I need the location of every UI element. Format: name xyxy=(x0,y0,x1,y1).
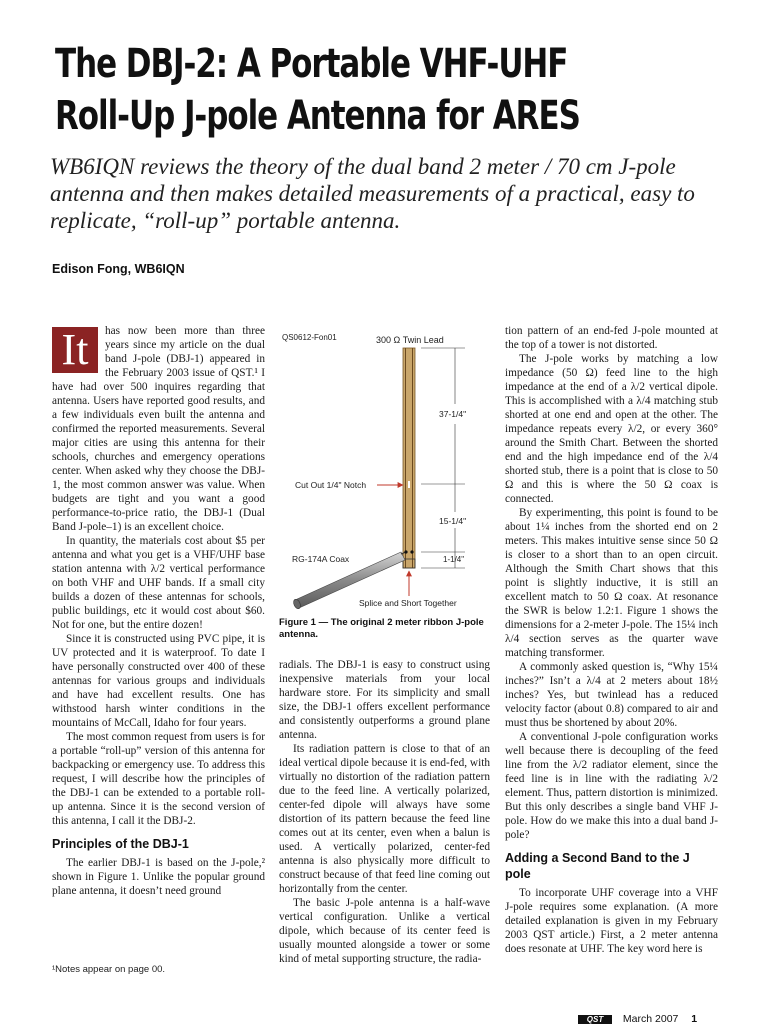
label-coax: RG-174A Coax xyxy=(292,554,350,564)
column-1 xyxy=(52,324,265,898)
column-3 xyxy=(505,324,718,956)
title-line-1: The DBJ-2: A Portable VHF-UHF xyxy=(55,41,568,87)
paragraph: The most common request from users is for a portable “roll-up” version of this antenna for backpacking or emergency use. To address this request, I will describe how the principles of the DBJ-1 can be extended to a portable roll-up antenna. Since it is the second version of this antenna, I call it the DBJ-2. xyxy=(52,731,265,827)
page-number: 1 xyxy=(691,1013,698,1025)
label-splice: Splice and Short Together xyxy=(359,598,457,608)
paragraph: radials. The DBJ-1 is easy to construct using inexpensive materials from your local hardware store. For its simplicity and small size, the DBJ-1 offers excellent performance and consistently outperforms a ground plane antenna. xyxy=(279,659,490,741)
issue-date: March 2007 xyxy=(622,1013,679,1025)
dim-1-1-4: 1-1/4" xyxy=(443,555,465,564)
paragraph: The basic J-pole antenna is a half-wave vertical configuration. Unlike a vertical dipole, which because of its center feed is usually mounted alongside a tower or some kind of metal supporting structure, the radia- xyxy=(279,897,490,965)
j-pole-diagram xyxy=(279,324,490,624)
dim-15: 15-1/4" xyxy=(439,516,467,526)
paragraph: The earlier DBJ-1 is based on the J-pole,² shown in Figure 1. Unlike the popular ground plane antenna, it doesn’t need ground xyxy=(52,857,265,897)
paragraph: has now been more than three years since my article on the dual band J-pole (DBJ-1) appeared in the February 2003 issue of QST.¹ I have had over 500 inquires regarding that antenna. Users have reported good results, and a few individuals even built the antenna and confirmed the reported measurements. Several major cities are using this antenna for their schools, churches and emergency operations center. When asked why they choose the DBJ-1, the most common answer was value. When budgets are tight and you want a good performance-to-price ratio, the DBJ-1 (Dual Band J-pole–1) is an excellent choice. xyxy=(52,325,265,533)
deck-line-1: WB6IQN reviews the theory of the dual band 2 meter / 70 cm J-pole xyxy=(50,154,676,179)
label-notch: Cut Out 1/4" Notch xyxy=(295,480,367,490)
paragraph: By experimenting, this point is found to be about 1¼ inches from the shorted end on 2 meters. This makes intuitive sense since 50 Ω is closer to a short than to an open circuit. Although the Smith Chart shows that this point is slightly inductive, it is still an excellent match to 50 Ω coax. At resonance the SWR is below 1.2:1. Figure 1 shows the dimensions for a 2-meter J-pole. The 15¼ inch λ/4 section serves as the quarter wave matching transformer. xyxy=(505,507,718,659)
footnote: ¹Notes appear on page 00. xyxy=(52,964,166,975)
deck-line-2: antenna and then makes detailed measurements of a practical, easy to xyxy=(50,181,695,206)
section-heading: Principles of the DBJ-1 xyxy=(52,837,189,851)
byline: Edison Fong, WB6IQN xyxy=(52,262,185,276)
label-twin-lead: 300 Ω Twin Lead xyxy=(376,335,444,345)
drop-cap: It xyxy=(52,327,98,373)
paragraph: To incorporate UHF coverage into a VHF J-pole requires some explanation. (A more detailed explanation is given in my February 2003 QST article.) First, a 2 meter antenna does resonate at UHF. The key word here is xyxy=(505,887,718,955)
paragraph: Since it is constructed using PVC pipe, it is UV protected and it is waterproof. To date I have personally constructed over 400 of these antennas for various groups and individuals and have had excellent results. One has withstood harsh winter conditions in the mountains of McCall, Idaho for four years. xyxy=(52,633,265,729)
dim-37: 37-1/4" xyxy=(439,409,467,419)
paragraph: The J-pole works by matching a low impedance (50 Ω) feed line to the high impedance at the end of a λ/2 vertical dipole. This is accomplished with a λ/4 matching stub shorted at one end and open at the other. The impedance repeats every λ/2, or every 360° around the Smith Chart. Between the shorted end and the high impedance end of the λ/4 shorted stub, there is a point that is close to 50 Ω and this is where the 50 Ω coax is connected. xyxy=(505,353,718,505)
page-footer xyxy=(578,1013,697,1025)
article-title xyxy=(55,38,648,142)
paragraph: In quantity, the materials cost about $5 per antenna and what you get is a VHF/UHF base station antenna with λ/2 vertical performance on both VHF and UHF bands. If a small city builds a dozen of these antennas for schools, public buildings, etc it would cost about $60. Not for one, but the entire dozen! xyxy=(52,535,265,631)
figure-id: QS0612-Fon01 xyxy=(282,333,337,342)
figure-caption: Figure 1 — The original 2 meter ribbon J-pole antenna. xyxy=(279,617,484,640)
section-heading: Adding a Second Band to the J pole xyxy=(505,851,690,881)
paragraph: A conventional J-pole configuration works well because there is decoupling of the feed line from the λ/2 radiator element, since the feed line is in line with the radiating λ/2 element. Thus, pattern distortion is minimized. But this only describes a single band VHF J-pole. How do we make this into a dual band J-pole? xyxy=(505,731,718,841)
twin-lead-ribbon xyxy=(403,348,415,568)
qst-logo: QST xyxy=(578,1015,612,1024)
title-line-2: Roll-Up J-pole Antenna for ARES xyxy=(55,93,580,139)
deck-line-3: replicate, “roll-up” portable antenna. xyxy=(50,208,401,233)
figure-1 xyxy=(279,324,490,624)
paragraph: A commonly asked question is, “Why 15¼ inches?” Isn’t a λ/4 at 2 meters about 18½ inches? Yes, but twinlead has a reduced velocity factor (about 0.8) compared to air and must thus be shortened by about 20%. xyxy=(505,661,718,729)
article-deck xyxy=(50,153,730,234)
paragraph: tion pattern of an end-fed J-pole mounted at the top of a tower is not distorted. xyxy=(505,325,718,351)
notch xyxy=(408,481,410,488)
column-2 xyxy=(279,658,490,966)
paragraph: Its radiation pattern is close to that of an ideal vertical dipole because it is end-fed, with virtually no distortion of the radiation pattern due to the feed line. A vertically polarized, center-fed dipole will always have some distortion of its pattern because the feed line comes out at its center, even when a balun is used. A vertically polarized, center-fed antenna is also physically more difficult to construct because of that feed line coming out horizontally from the center. xyxy=(279,743,490,895)
